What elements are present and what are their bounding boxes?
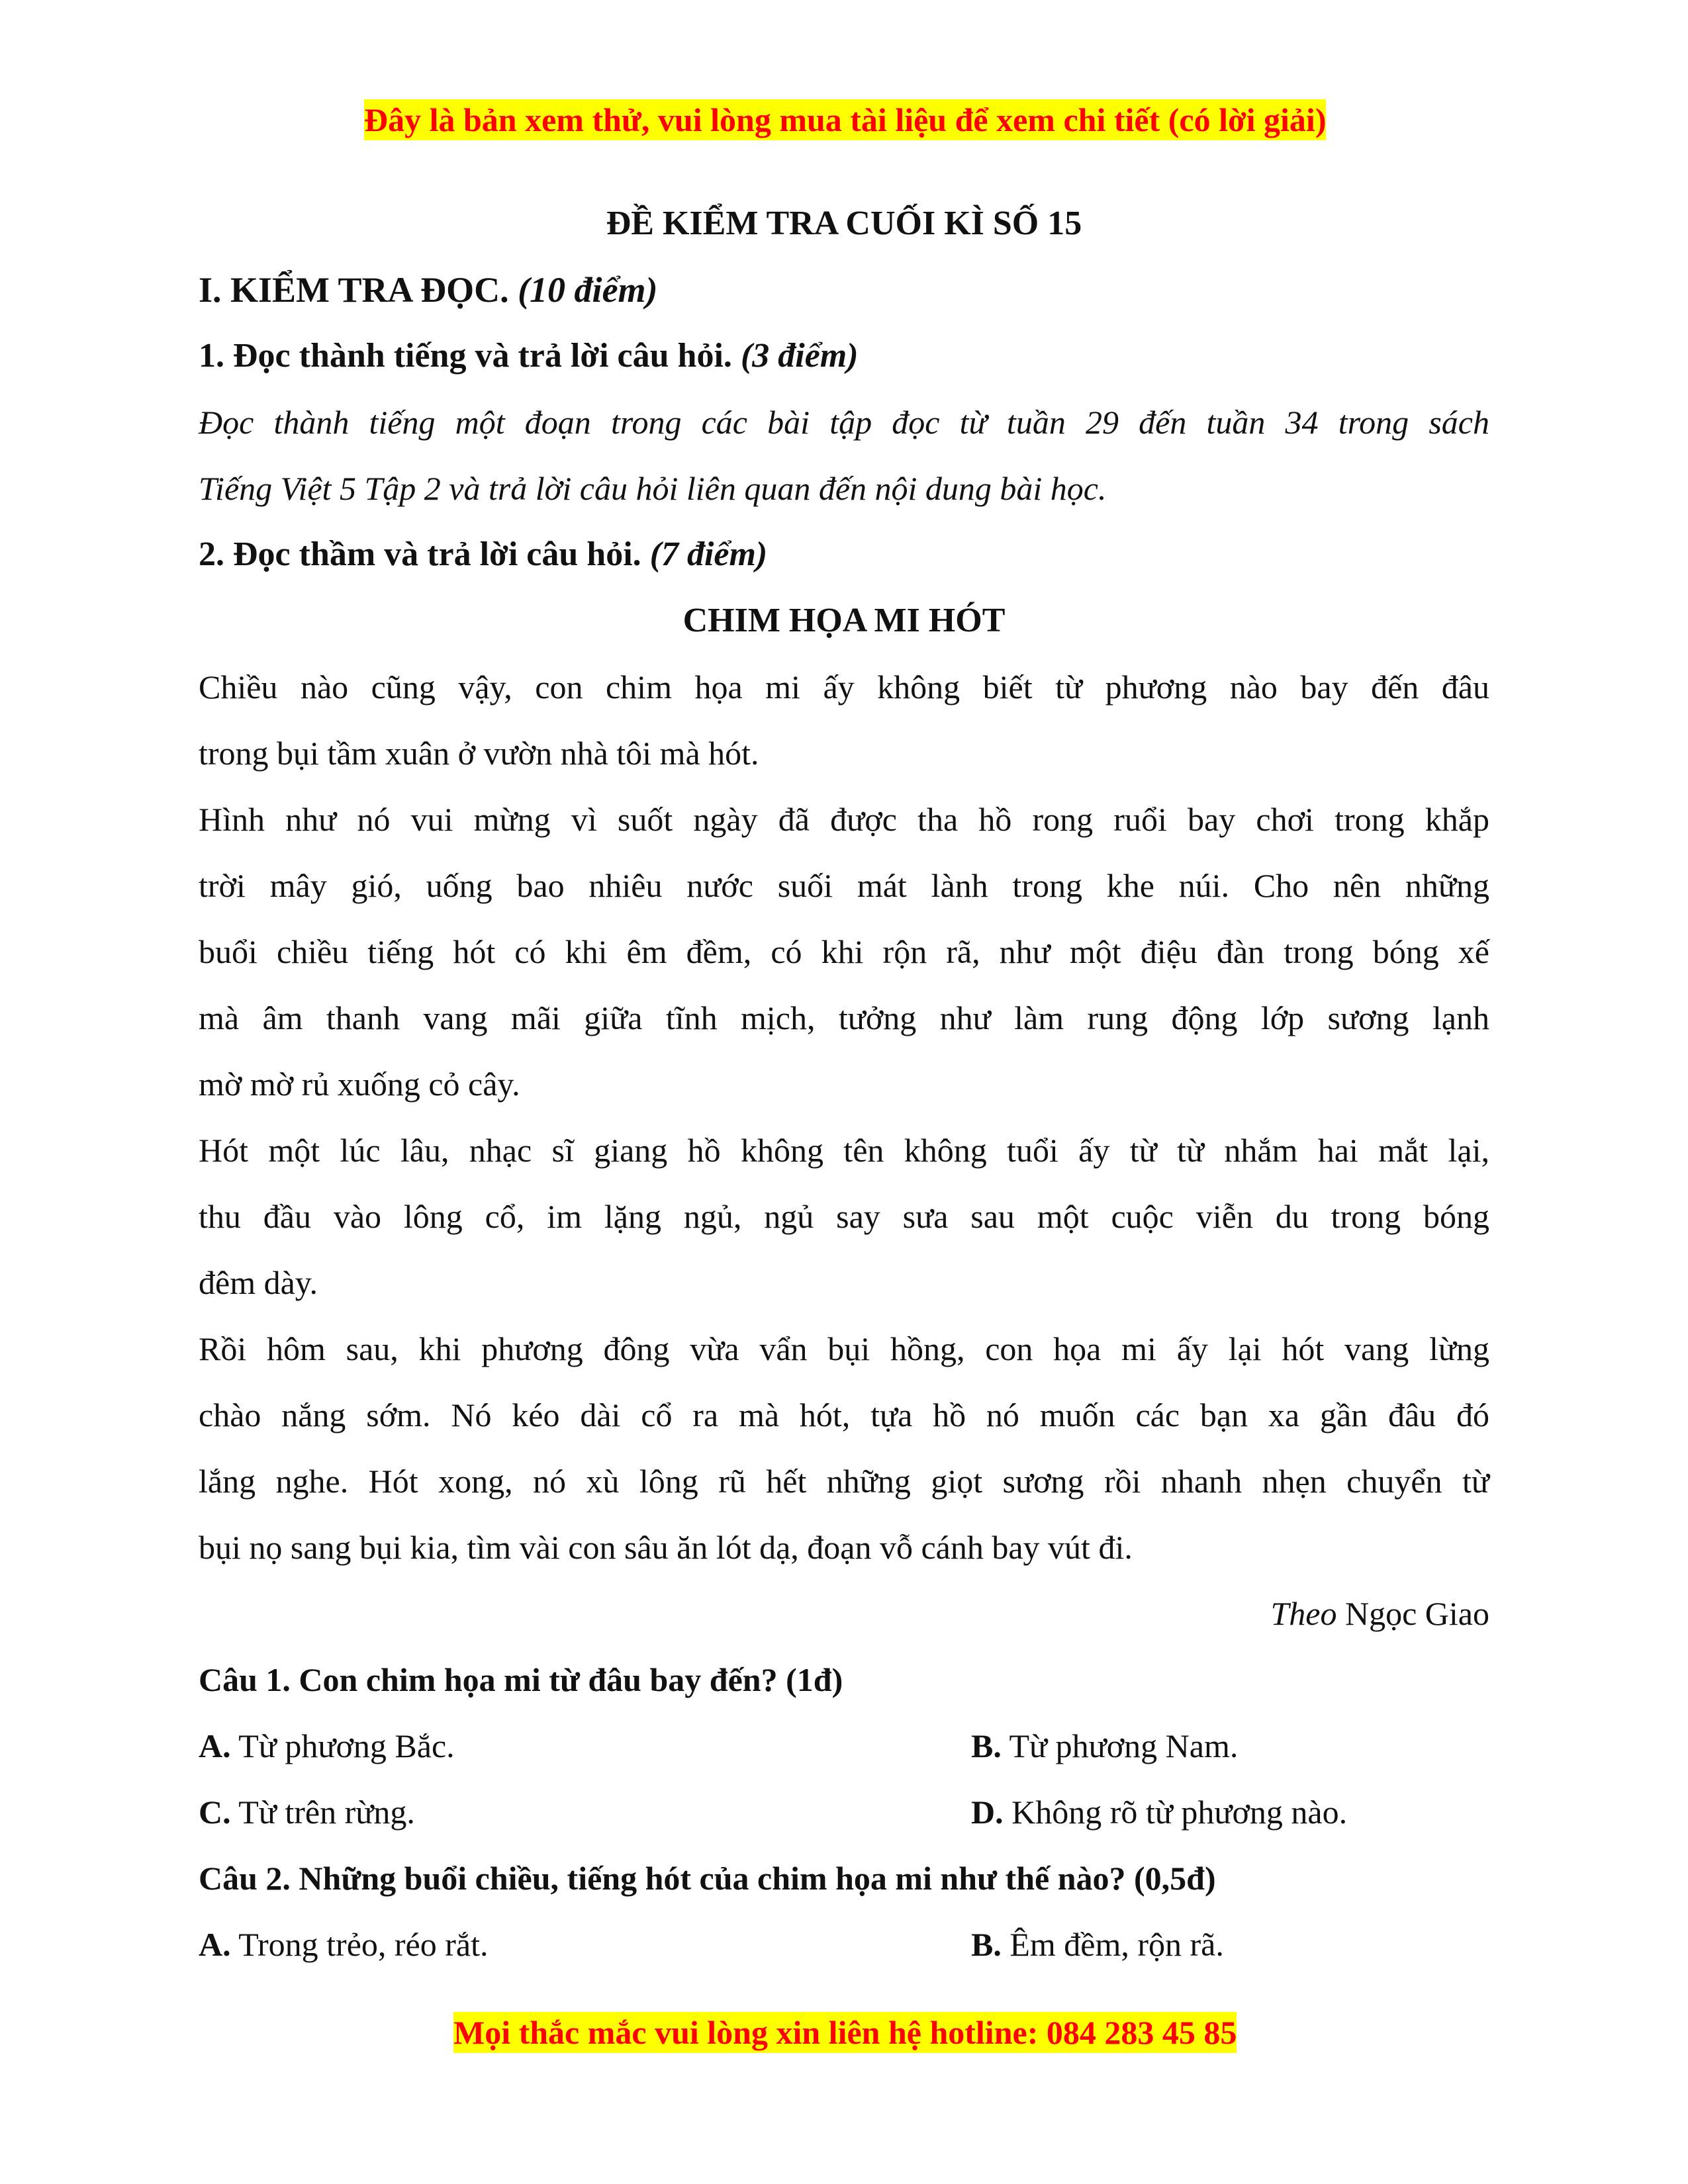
preview-notice-banner: Đây là bản xem thử, vui lòng mua tài liệu để xem chi tiết (có lời giải) [364, 99, 1326, 140]
section-reading-points: (10 điểm) [518, 270, 658, 310]
story-title: CHIM HỌA MI HÓT [682, 602, 1006, 639]
question-2-text: Câu 2. Những buổi chiều, tiếng hót của chim họa mi như thế nào? (0,5đ) [199, 1860, 1216, 1897]
question-2-option-b: B. Êm đềm, rộn rã. [971, 1926, 1224, 1963]
document-page [199, 0, 1489, 2184]
part1-points: (3 điểm) [740, 337, 859, 375]
story-line: trời mây gió, uống bao nhiêu nước suối mát lành trong khe núi. Cho nên những [199, 867, 1489, 904]
story-source-prefix: Theo [1270, 1595, 1337, 1632]
question-1-option-b: B. Từ phương Nam. [971, 1727, 1239, 1764]
story-source-author: Ngọc Giao [1345, 1595, 1489, 1632]
story-line: Rồi hôm sau, khi phương đông vừa vẩn bụi hồng, con họa mi ấy lại hót vang lừng [199, 1330, 1489, 1367]
question-1-text: Câu 1. Con chim họa mi từ đâu bay đến? (1đ) [199, 1661, 843, 1698]
part2-heading [199, 535, 1489, 574]
story-line: mờ mờ rủ xuống cỏ cây. [199, 1066, 520, 1103]
story-line: Hót một lúc lâu, nhạc sĩ giang hồ không tên không tuổi ấy từ từ nhắm hai mắt lại, [199, 1132, 1489, 1169]
story-line: lắng nghe. Hót xong, nó xù lông rũ hết những giọt sương rồi nhanh nhẹn chuyển từ [199, 1463, 1489, 1500]
story-line: mà âm thanh vang mãi giữa tĩnh mịch, tưởng như làm rung động lớp sương lạnh [199, 999, 1489, 1036]
story-source [199, 1594, 1489, 1633]
story-line: thu đầu vào lông cổ, im lặng ngủ, ngủ say sưa sau một cuộc viễn du trong bóng [199, 1198, 1489, 1235]
part2-points: (7 điểm) [649, 535, 768, 573]
question-1-option-a: A. Từ phương Bắc. [199, 1727, 455, 1764]
question-1-option-c: C. Từ trên rừng. [199, 1794, 415, 1831]
section-reading-label: I. KIỂM TRA ĐỌC. [199, 270, 509, 310]
story-line: trong bụi tầm xuân ở vườn nhà tôi mà hót. [199, 735, 759, 772]
part2-label: 2. Đọc thầm và trả lời câu hỏi. [199, 535, 641, 573]
story-line: Chiều nào cũng vậy, con chim họa mi ấy không biết từ phương nào bay đến đâu [199, 668, 1489, 705]
part1-instruction-line: Đọc thành tiếng một đoạn trong các bài tập đọc từ tuần 29 đến tuần 34 trong sách [199, 404, 1489, 441]
story-line: Hình như nó vui mừng vì suốt ngày đã được tha hồ rong ruổi bay chơi trong khắp [199, 801, 1489, 838]
story-line: chào nắng sớm. Nó kéo dài cổ ra mà hót, tựa hồ nó muốn các bạn xa gần đâu đó [199, 1396, 1489, 1433]
question-1-option-d: D. Không rõ từ phương nào. [971, 1794, 1348, 1831]
part1-instruction-line: Tiếng Việt 5 Tập 2 và trả lời câu hỏi liên quan đến nội dung bài học. [199, 470, 1107, 507]
part1-heading [199, 336, 1489, 376]
story-line: bụi nọ sang bụi kia, tìm vài con sâu ăn lót dạ, đoạn vỗ cánh bay vút đi. [199, 1529, 1133, 1566]
section-reading-heading [199, 270, 1489, 310]
part1-label: 1. Đọc thành tiếng và trả lời câu hỏi. [199, 337, 732, 375]
hotline-banner: Mọi thắc mắc vui lòng xin liên hệ hotline: 084 283 45 85 [453, 2012, 1237, 2053]
exam-title: ĐỀ KIỂM TRA CUỐI KÌ SỐ 15 [606, 205, 1082, 242]
story-line: đêm dày. [199, 1264, 318, 1301]
question-2-option-a: A. Trong trẻo, réo rắt. [199, 1926, 489, 1963]
story-line: buổi chiều tiếng hót có khi êm đềm, có khi rộn rã, như một điệu đàn trong bóng xế [199, 933, 1489, 970]
